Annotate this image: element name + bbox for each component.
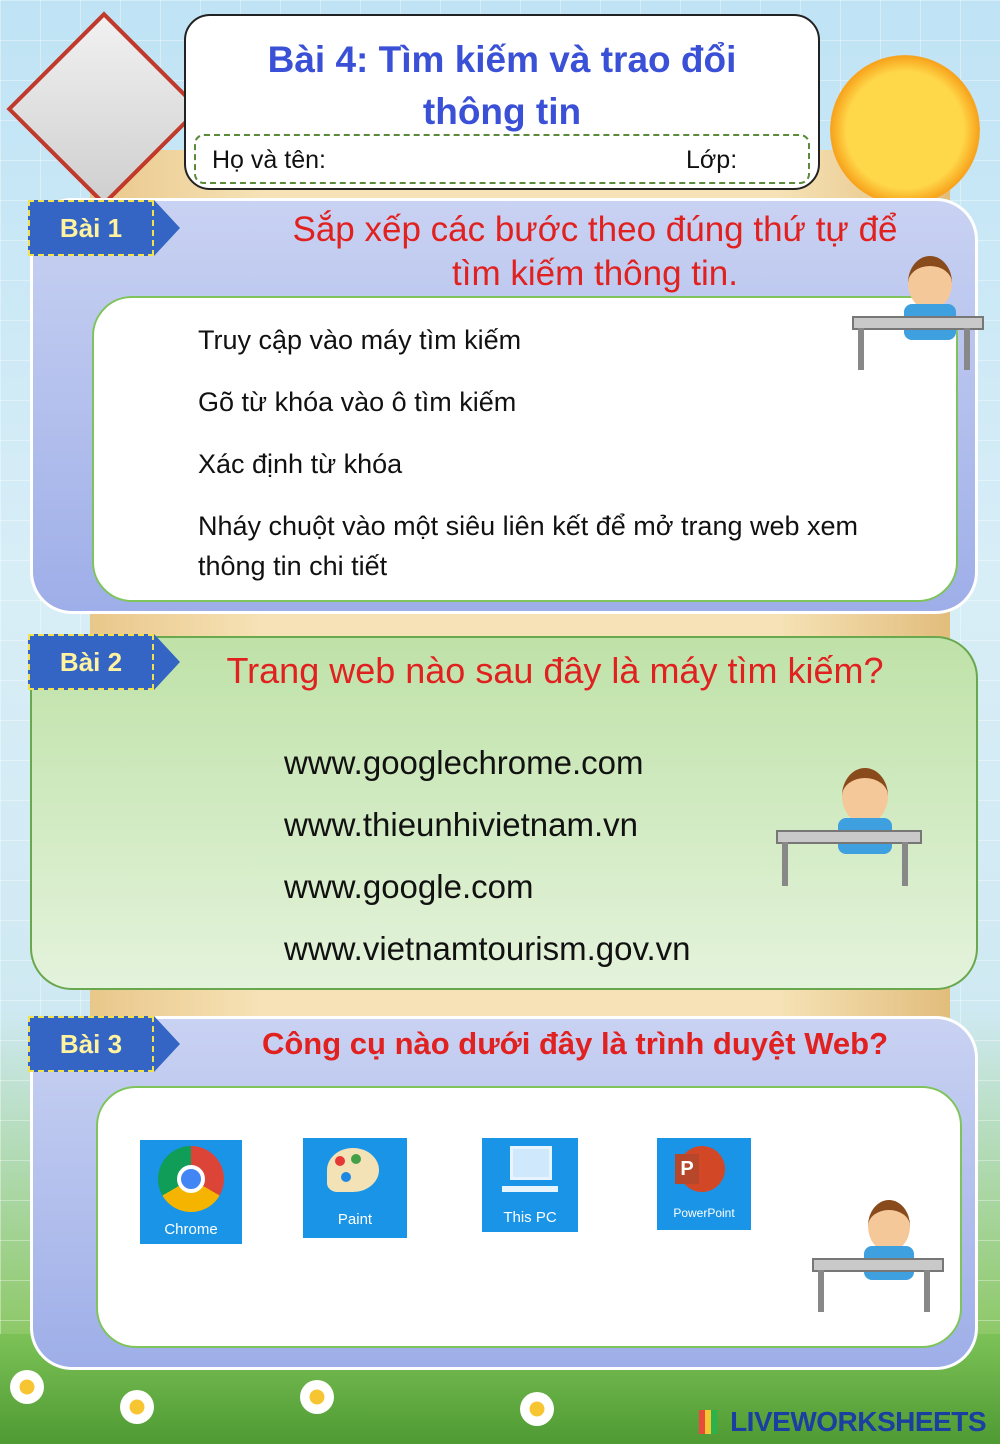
student-at-desk-illustration [776, 768, 922, 888]
exercise-1-badge: Bài 1 [28, 200, 154, 256]
name-label: Họ và tên: [212, 146, 326, 174]
student-info-row [194, 134, 810, 184]
draggable-step[interactable]: Truy cập vào máy tìm kiếm [198, 325, 522, 355]
liveworksheets-brand[interactable]: LIVEWORKSHEETS [730, 1406, 986, 1437]
title-line-2: thông tin [422, 91, 582, 132]
question-line-2: tìm kiếm thông tin. [452, 254, 738, 293]
draggable-step[interactable]: Xác định từ khóa [198, 449, 403, 479]
badge-arrow [154, 634, 180, 690]
student-at-desk-illustration [812, 1200, 942, 1314]
badge-arrow [154, 1016, 180, 1072]
answer-option[interactable]: www.vietnamtourism.gov.vn [284, 930, 691, 967]
exercise-1-question [230, 208, 960, 296]
draggable-step[interactable]: Gõ từ khóa vào ô tìm kiếm [198, 387, 517, 417]
app-label: This PC [503, 1209, 557, 1226]
question-line-1: Sắp xếp các bước theo đúng thứ tự để [292, 210, 898, 249]
powerpoint-app-tile[interactable] [657, 1138, 751, 1230]
powerpoint-icon: P [679, 1146, 725, 1192]
chrome-app-tile[interactable] [140, 1140, 242, 1244]
exercise-2-badge: Bài 2 [28, 634, 154, 690]
student-at-desk-illustration [852, 256, 982, 371]
paint-icon [327, 1148, 379, 1192]
this-pc-app-tile[interactable] [482, 1138, 578, 1232]
draggable-step[interactable] [198, 506, 858, 586]
flower-decoration [520, 1392, 554, 1426]
computer-icon [510, 1146, 552, 1180]
flower-decoration [10, 1370, 44, 1404]
step-line: Nháy chuột vào một siêu liên kết để mở trang web xem [198, 511, 859, 541]
sun-illustration [830, 55, 980, 205]
title-line-1: Bài 4: Tìm kiếm và trao đổi [267, 39, 737, 80]
badge-arrow [154, 200, 180, 256]
worksheet-header [184, 14, 820, 190]
exercise-3-badge: Bài 3 [28, 1016, 154, 1072]
app-label: Paint [337, 1211, 373, 1228]
app-label: PowerPoint [673, 1206, 735, 1220]
chrome-icon [158, 1146, 224, 1212]
flower-decoration [300, 1380, 334, 1414]
flower-decoration [120, 1390, 154, 1424]
exercise-3-question: Công cụ nào dưới đây là trình duyệt Web? [261, 1026, 889, 1061]
exercise-2-question: Trang web nào sau đây là máy tìm kiếm? [226, 650, 884, 691]
answer-option[interactable]: www.thieunhivietnam.vn [284, 806, 639, 843]
app-label: Chrome [164, 1221, 218, 1238]
paint-app-tile[interactable] [303, 1138, 407, 1238]
answer-option[interactable]: www.google.com [284, 868, 534, 905]
class-label: Lớp: [686, 146, 738, 174]
step-line: thông tin chi tiết [198, 551, 388, 581]
answer-option[interactable]: www.googlechrome.com [284, 744, 644, 781]
liveworksheets-logo-icon [699, 1410, 717, 1434]
worksheet-title [186, 34, 818, 138]
